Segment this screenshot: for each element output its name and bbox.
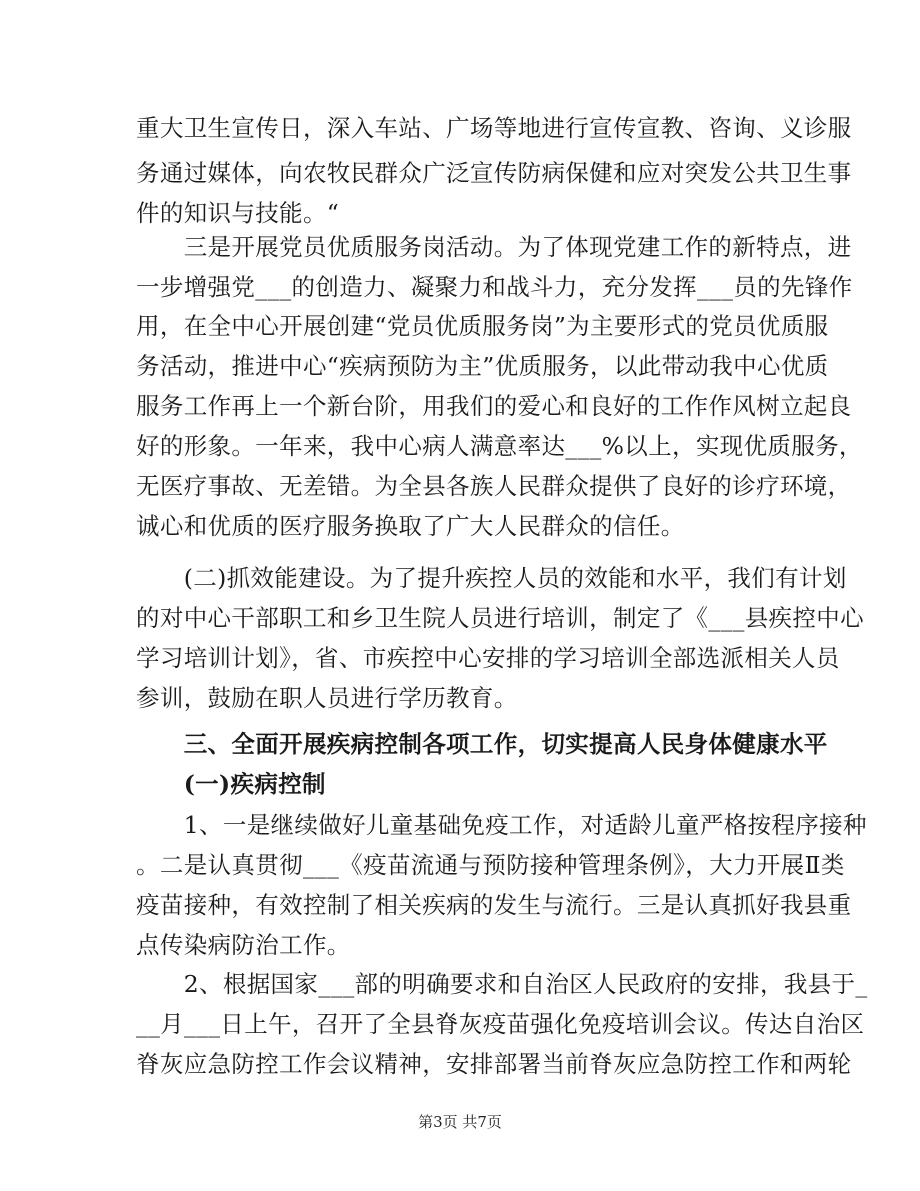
text-line: 务活动，推进中心“疾病预防为主”优质服务，以此带动我中心优质	[136, 352, 829, 380]
text-line: 服务工作再上一个新台阶，用我们的爱心和良好的工作作风树立起良	[136, 392, 852, 420]
text-line: 用，在全中心开展创建“党员优质服务岗”为主要形式的党员优质服	[136, 312, 829, 340]
text-line: 参训，鼓励在职人员进行学历教育。	[136, 684, 518, 712]
text-line: 的对中心干部职工和乡卫生院人员进行培训，制定了《___县疾控中心	[136, 604, 864, 632]
text-line: 诚心和优质的医疗服务换取了广大人民群众的信任。	[136, 512, 685, 540]
text-line: 2、根据国家___部的明确要求和自治区人民政府的安排，我县于_	[136, 970, 868, 998]
text-line: 三是开展党员优质服务岗活动。为了体现党建工作的新特点，进	[136, 233, 852, 261]
text-line: 一步增强党___的创造力、凝聚力和战斗力，充分发挥___员的先锋作	[136, 273, 853, 301]
text-line: 疫苗接种，有效控制了相关疾病的发生与流行。三是认真抓好我县重	[136, 891, 852, 919]
text-line: 。二是认真贯彻___《疫苗流通与预防接种管理条例》，大力开展Ⅱ类	[136, 851, 845, 879]
text-line: 无医疗事故、无差错。为全县各族人民群众提供了良好的诊疗环境，	[136, 472, 852, 500]
text-line: 重大卫生宣传日，深入车站、广场等地进行宣传宣教、咨询、义诊服	[136, 114, 852, 142]
text-line: 学习培训计划》，省、市疾控中心安排的学习培训全部选派相关人员	[136, 644, 840, 672]
text-line: __月___日上午，召开了全县脊灰疫苗强化免疫培训会议。传达自治区	[136, 1010, 865, 1038]
text-line: 务通过媒体，向农牧民群众广泛宣传防病保健和应对突发公共卫生事	[136, 159, 852, 187]
section-heading: 三、全面开展疾病控制各项工作，切实提高人民身体健康水平	[136, 730, 828, 758]
subsection-heading: (一)疾病控制	[136, 770, 326, 798]
text-line: 脊灰应急防控工作会议精神，安排部署当前脊灰应急防控工作和两轮	[136, 1050, 852, 1078]
text-line: 1、一是继续做好儿童基础免疫工作，对适龄儿童严格按程序接种	[136, 811, 867, 839]
text-line: (二)抓效能建设。为了提升疾控人员的效能和水平，我们有计划	[136, 564, 847, 592]
text-line: 件的知识与技能。“	[136, 199, 340, 227]
text-line: 点传染病防治工作。	[136, 931, 351, 959]
text-line: 好的形象。一年来，我中心病人满意率达___%以上，实现优质服务，	[136, 432, 863, 460]
page-number-footer: 第3页 共7页	[418, 1113, 502, 1131]
